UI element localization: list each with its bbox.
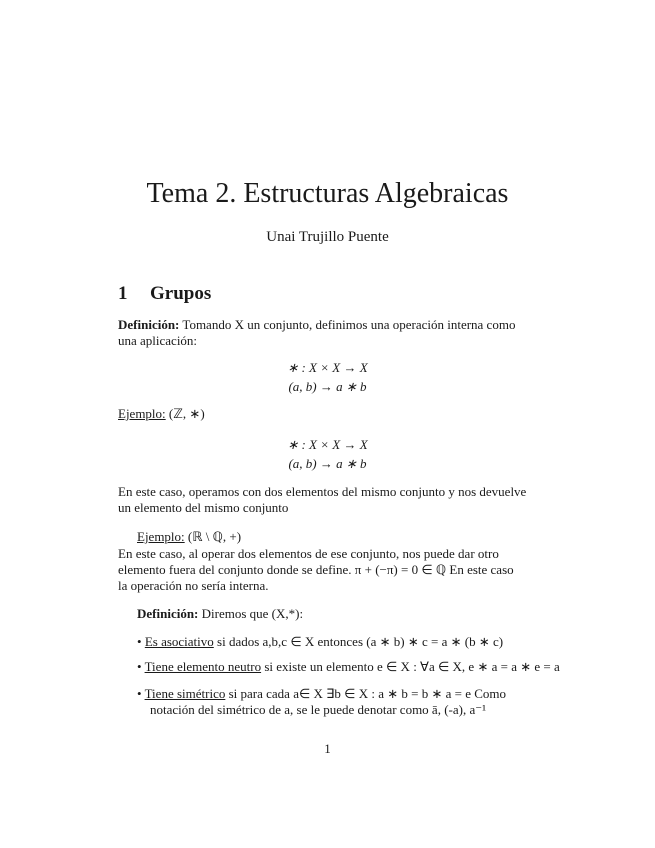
formula-2-line2: (a, b) → a ∗ b xyxy=(288,456,367,471)
formula-1-line1: ∗ : X × X → X xyxy=(287,360,368,375)
definition-2 xyxy=(137,606,303,622)
section-title: Grupos xyxy=(150,283,212,304)
bullet-text: si para cada a∈ X ∃b ∈ X : a ∗ b = b ∗ a = e Como xyxy=(225,686,507,701)
bullet-icon: • xyxy=(137,634,142,649)
example-1 xyxy=(118,406,205,422)
definition-text-line2: una aplicación: xyxy=(118,333,198,348)
bullet-text: si dados a,b,c ∈ X entonces (a ∗ b) ∗ c = a ∗ (b ∗ c) xyxy=(213,634,504,649)
bullet-item-symmetric xyxy=(137,686,506,702)
bullet-text: si existe un elemento e ∈ X : ∀a ∈ X, e ∗ a = a ∗ e = a xyxy=(261,659,560,674)
paragraph-2-line1: En este caso, al operar dos elementos de ese conjunto, nos puede dar otro xyxy=(118,546,499,561)
page-number: 1 xyxy=(324,741,331,756)
paragraph-2-line2: elemento fuera del conjunto donde se define. π + (−π) = 0 ∈ ℚ En este caso xyxy=(118,562,514,577)
section-heading xyxy=(118,283,211,305)
bullet-term: Tiene simétrico xyxy=(144,686,226,701)
definition-label: Definición: xyxy=(137,606,199,621)
definition-label: Definición: xyxy=(118,317,180,332)
bullet-term: Tiene elemento neutro xyxy=(144,659,262,674)
paragraph-2-line3: la operación no sería interna. xyxy=(118,578,269,593)
definition-1 xyxy=(118,317,515,333)
bullet-item-associative xyxy=(137,634,503,650)
document-author: Unai Trujillo Puente xyxy=(266,229,389,245)
paragraph-1-line1: En este caso, operamos con dos elementos del mismo conjunto y nos devuelve xyxy=(118,484,527,499)
bullet-item-symmetric-line2: notación del simétrico de a, se le puede denotar como ā, (-a), a⁻¹ xyxy=(150,702,486,717)
bullet-item-neutral xyxy=(137,659,560,675)
example-expr: (ℤ, ∗) xyxy=(168,406,205,421)
formula-1-line2: (a, b) → a ∗ b xyxy=(288,379,367,394)
formula-2-line1: ∗ : X × X → X xyxy=(287,437,368,452)
definition-text: Diremos que (X,*): xyxy=(201,606,304,621)
document-title: Tema 2. Estructuras Algebraicas xyxy=(146,178,509,209)
paragraph-1-line2: un elemento del mismo conjunto xyxy=(118,500,289,515)
example-expr: (ℝ \ ℚ, +) xyxy=(187,529,242,544)
example-label: Ejemplo: xyxy=(137,529,185,544)
example-2 xyxy=(137,529,241,545)
definition-text-line1: Tomando X un conjunto, definimos una operación interna como xyxy=(182,317,516,332)
bullet-term: Es asociativo xyxy=(144,634,214,649)
section-number: 1 xyxy=(118,283,128,304)
example-label: Ejemplo: xyxy=(118,406,166,421)
bullet-icon: • xyxy=(137,659,142,674)
bullet-icon: • xyxy=(137,686,142,701)
